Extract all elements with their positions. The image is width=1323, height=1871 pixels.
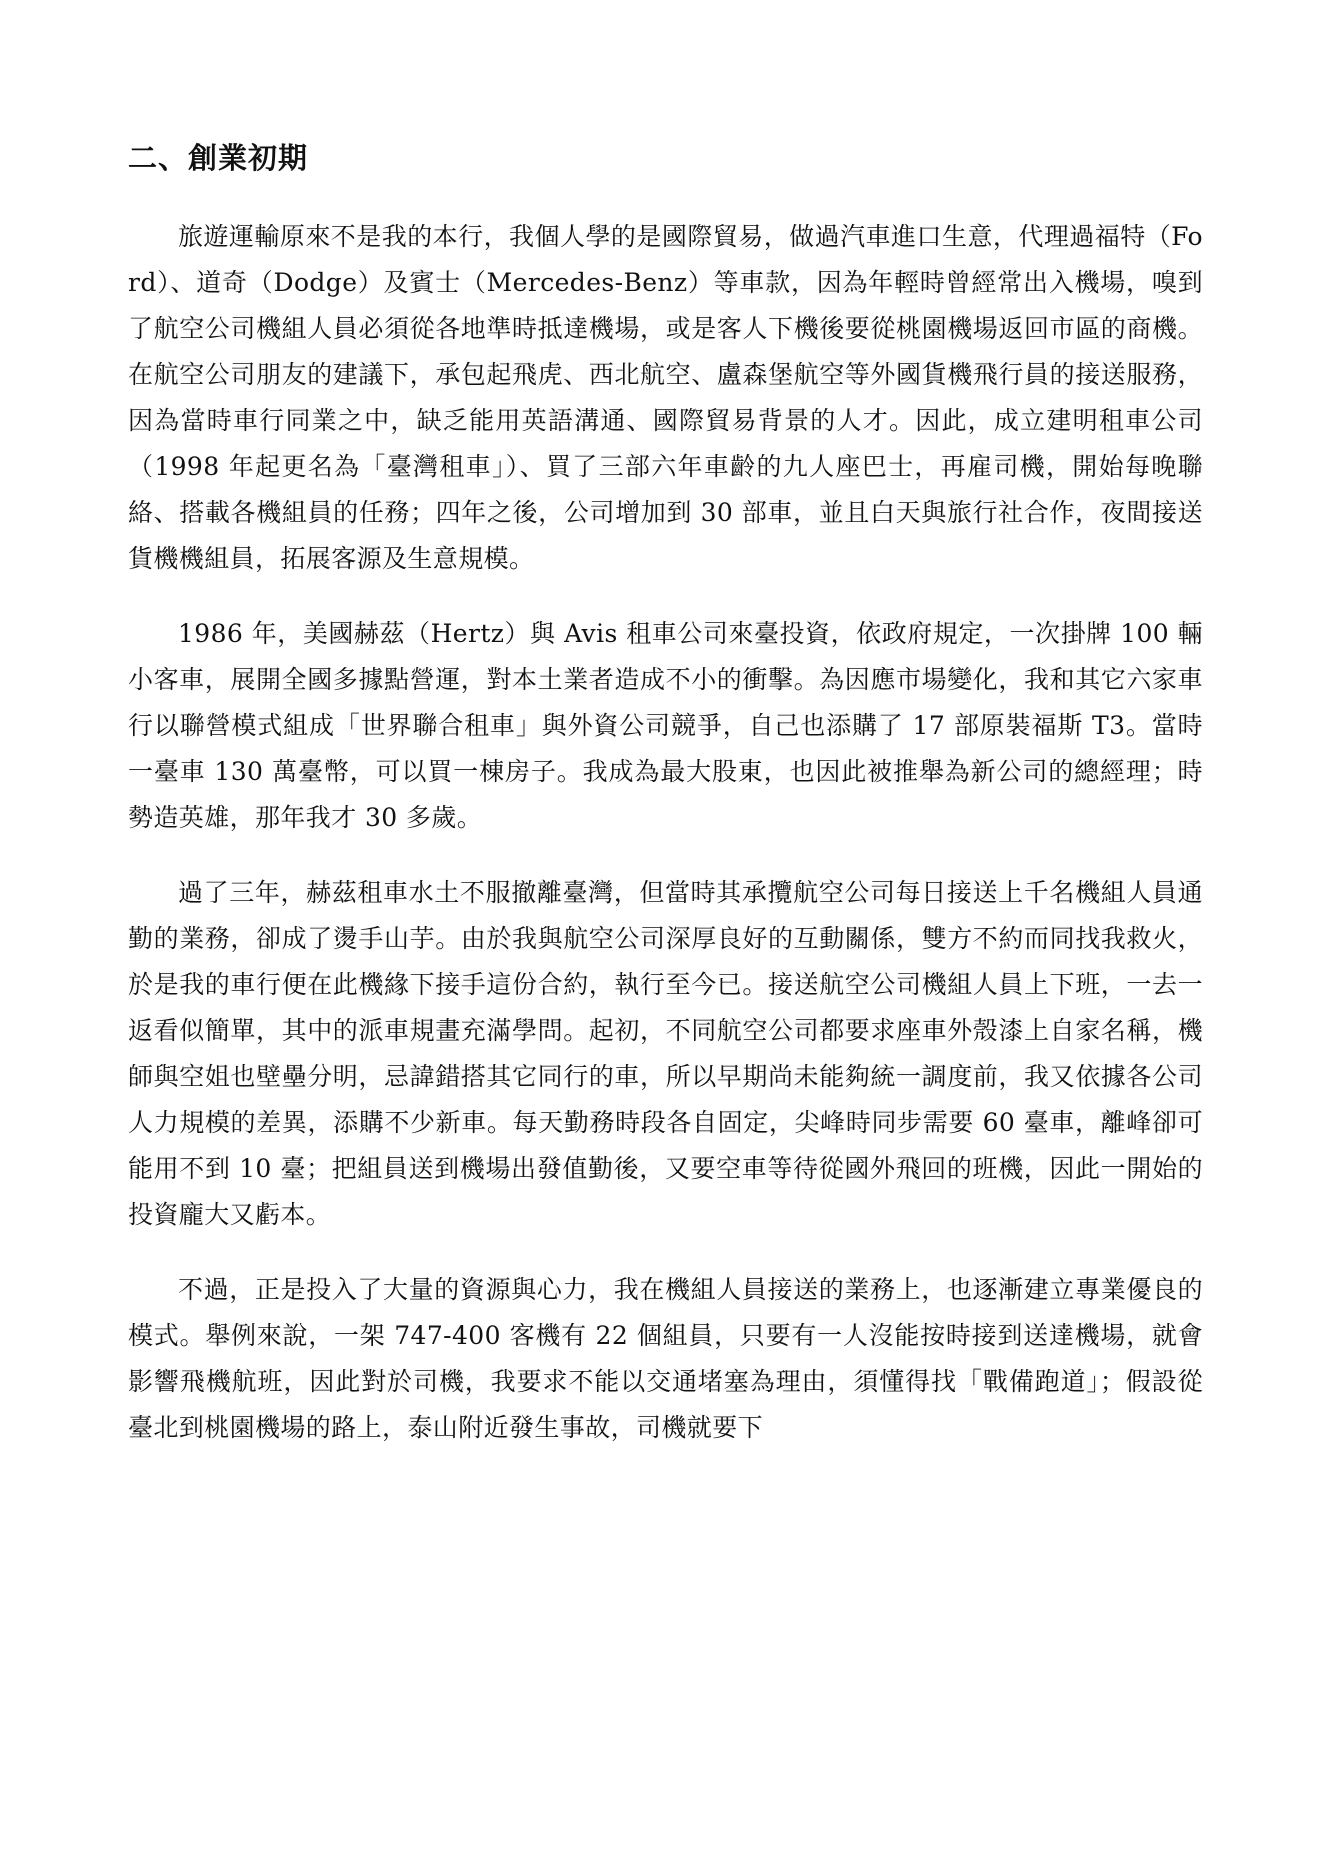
- section-title: 二、創業初期: [128, 141, 309, 175]
- paragraph-1: 旅遊運輸原來不是我的本行，我個人學的是國際貿易，做過汽車進口生意，代理過福特（Ford）、道奇（Dodge）及賓士（Mercedes-Benz）等車款，因為年輕時曾經常出入機場，嗅到了航空公司機組人員必須從各地準時抵達機場，或是客人下機後要從桃園機場返回市區的商機。在航空公司朋友的建議下，承包起飛虎、西北航空、盧森堡航空等外國貨機飛行員的接送服務，因為當時車行同業之中，缺乏能用英語溝通、國際貿易背景的人才。因此，成立建明租車公司（1998 年起更名為「臺灣租車」）、買了三部六年車齡的九人座巴士，再雇司機，開始每晚聯絡、搭載各機組員的任務；四年之後，公司增加到 30 部車，並且白天與旅行社合作，夜間接送貨機機組員，拓展客源及生意規模。: [128, 222, 1203, 573]
- paragraph-3: 過了三年，赫茲租車水土不服撤離臺灣，但當時其承攬航空公司每日接送上千名機組人員通勤的業務，卻成了燙手山芋。由於我與航空公司深厚良好的互動關係，雙方不約而同找我救火，於是我的車行便在此機緣下接手這份合約，執行至今已。接送航空公司機組人員上下班，一去一返看似簡單，其中的派車規畫充滿學問。起初，不同航空公司都要求座車外殼漆上自家名稱，機師與空姐也壁壘分明，忌諱錯搭其它同行的車，所以早期尚未能夠統一調度前，我又依據各公司人力規模的差異，添購不少新車。每天勤務時段各自固定，尖峰時同步需要 60 臺車，離峰卻可能用不到 10 臺；把組員送到機場出發值勤後，又要空車等待從國外飛回的班機，因此一開始的投資龐大又虧本。: [128, 878, 1203, 1229]
- paragraph-4: 不過，正是投入了大量的資源與心力，我在機組人員接送的業務上，也逐漸建立專業優良的模式。舉例來說，一架 747-400 客機有 22 個組員，只要有一人沒能按時接到送達機場，就會影響飛機航班，因此對於司機，我要求不能以交通堵塞為理由，須懂得找「戰備跑道」；假設從臺北到桃園機場的路上，泰山附近發生事故，司機就要下: [128, 1275, 1203, 1442]
- document-page: [128, 140, 1203, 1480]
- paragraph-2: 1986 年，美國赫茲（Hertz）與 Avis 租車公司來臺投資，依政府規定，一次掛牌 100 輛小客車，展開全國多據點營運，對本土業者造成不小的衝擊。為因應市場變化，我和其它六家車行以聯營模式組成「世界聯合租車」與外資公司競爭，自己也添購了 17 部原裝福斯 T3。當時一臺車 130 萬臺幣，可以買一棟房子。我成為最大股東，也因此被推舉為新公司的總經理；時勢造英雄，那年我才 30 多歲。: [128, 619, 1203, 832]
